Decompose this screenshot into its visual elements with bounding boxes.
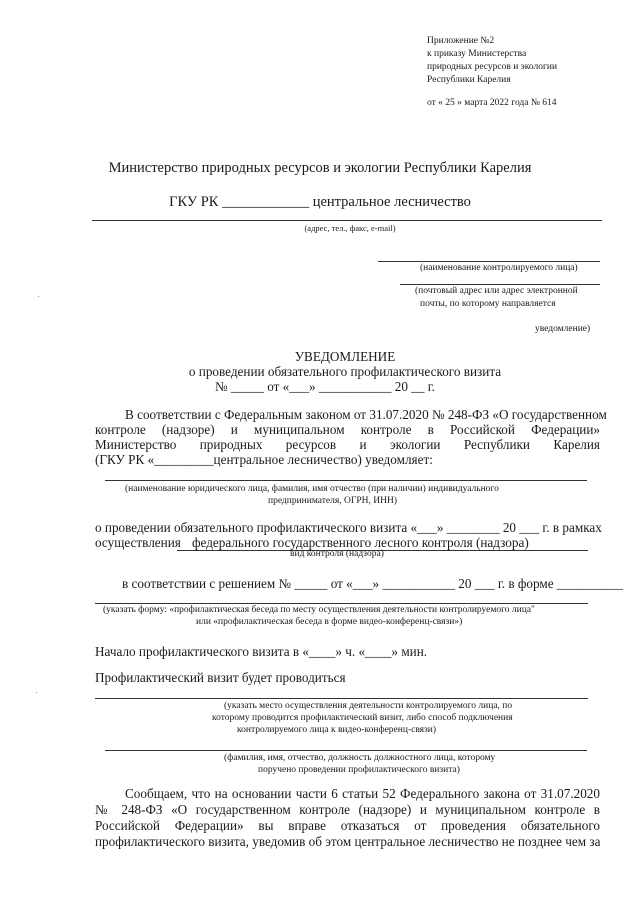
notice-title: УВЕДОМЛЕНИЕ [294, 349, 396, 364]
form-caption-1: (указать форму: «профилактическая беседа по месту осуществления деятельности контролируемого лица" [103, 605, 535, 615]
scan-speck [36, 692, 37, 693]
place-line: Профилактический визит будет проводиться [95, 670, 346, 685]
entity-line [105, 480, 587, 481]
p2-line-4: профилактического визита, уведомив об этом центральное лесничество не позднее чем за [95, 834, 601, 849]
decision-line: в соответствии с решением № _____ от «___» ___________ 20 ___ г. в форме __________ [122, 576, 623, 591]
appendix-line-3: природных ресурсов и экологии [427, 62, 558, 72]
appendix-line-1: Приложение №2 [427, 36, 495, 46]
appendix-line-4: Республики Карелия [427, 75, 511, 85]
address-line [92, 220, 602, 221]
control-type: федерального государственного лесного контроля (надзора) [192, 535, 529, 550]
ministry-title: Министерство природных ресурсов и экологии Республики Карелия [108, 160, 532, 176]
appendix-line-2: к приказу Министерства [427, 49, 527, 59]
place-caption-2: которому проводится профилактический визит, либо способ подключения [212, 713, 513, 723]
entity-caption-2: предпринимателя, ОГРН, ИНН) [268, 496, 397, 506]
p2-line-2: № 248-ФЗ «О государственном контроле (надзоре) и муниципальном контроле в [95, 802, 600, 817]
recipient-name-line [378, 261, 600, 262]
appendix-order: от « 25 » марта 2022 года № 614 [427, 98, 557, 108]
recipient-postal-line-1: (почтовый адрес или адрес электронной [415, 286, 578, 296]
start-time-line: Начало профилактического визита в «____» ч. «____» мин. [95, 644, 428, 659]
address-caption: (адрес, тел., факс, e-mail) [304, 223, 396, 233]
recipient-address-line [400, 284, 600, 285]
p1-line-2: контроле (надзоре) и муниципальном контроле в Российской Федерации» [95, 422, 600, 437]
place-fill-line [95, 698, 588, 699]
official-caption-2: поручено проведении профилактического визита) [258, 765, 460, 775]
place-caption-1: (указать место осуществления деятельности контролируемого лица, по [224, 701, 513, 711]
form-line [95, 603, 588, 604]
recipient-name-caption: (наименование контролируемого лица) [420, 263, 578, 273]
agency-title: ГКУ РК ____________ центральное лесничество [169, 194, 471, 210]
p1-line-3: Министерство природных ресурсов и экологии Республики Карелия [95, 437, 600, 452]
notice-subtitle: о проведении обязательного профилактического визита [188, 364, 502, 379]
p1-line-1: В соответствии с Федеральным законом от 31.07.2020 № 248-ФЗ «О государственном [125, 407, 607, 422]
recipient-postal-line-2: почты, по которому направляется [420, 299, 556, 309]
p1-line-4: (ГКУ РК «_________центральное лесничество) уведомляет: [95, 452, 433, 467]
p2-line-1: Сообщаем, что на основании части 6 статьи 52 Федерального закона от 31.07.2020 [125, 786, 600, 801]
control-type-caption: вид контроля (надзора) [290, 549, 384, 559]
official-caption-1: (фамилия, имя, отчество, должность должностного лица, которому [224, 753, 496, 763]
visit-line-2-prefix: осуществления [95, 535, 181, 550]
scan-speck [38, 296, 39, 297]
official-line [105, 750, 587, 751]
place-caption-3: контролируемого лица к видео-конференц-связи) [237, 725, 437, 735]
recipient-postal-line-3: уведомление) [535, 324, 591, 334]
visit-line-1: о проведении обязательного профилактического визита «___» ________ 20 ___ г. в рамках [95, 520, 602, 535]
p2-line-3: Российской Федерации» вы вправе отказаться от проведения обязательного [95, 818, 600, 833]
entity-caption-1: (наименование юридического лица, фамилия, имя отчество (при наличии) индивидуального [125, 484, 499, 494]
notice-number: № _____ от «___» ___________ 20 __ г. [215, 379, 435, 394]
form-caption-2: или «профилактическая беседа в форме видео-конференц-связи») [196, 617, 463, 627]
